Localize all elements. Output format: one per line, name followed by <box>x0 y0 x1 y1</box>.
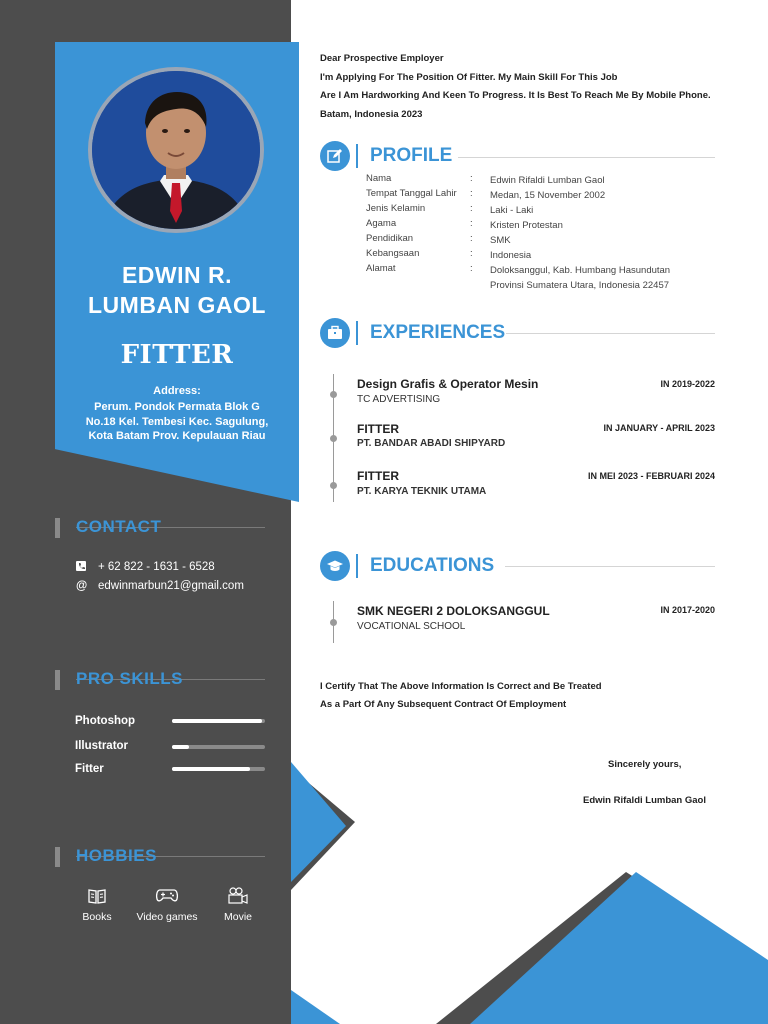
job-role: FITTER <box>120 340 234 370</box>
education-title: SMK NEGERI 2 DOLOKSANGGUL <box>357 604 550 618</box>
experience-date: IN MEI 2023 - FEBRUARI 2024 <box>587 471 715 481</box>
address-text: Perum. Pondok Permata Blok G No.18 Kel. Tembesi Kec. Sagulung, Kota Batam Prov. Kepulauan Riau <box>85 401 269 442</box>
experience-company: PT. KARYA TEKNIK UTAMA <box>357 486 487 497</box>
skill-name: Fitter <box>75 763 104 775</box>
address-label: Address: <box>153 385 201 397</box>
signer-name: Edwin Rifaldi Lumban Gaol <box>583 795 706 806</box>
candidate-name: EDWIN R. LUMBAN GAOL <box>88 262 266 318</box>
experiences-heading: EXPERIENCES <box>370 322 506 343</box>
section-divider <box>356 554 358 578</box>
educations-heading: EDUCATIONS <box>370 555 495 576</box>
experience-company: TC ADVERTISING <box>357 394 441 405</box>
section-divider <box>356 321 358 345</box>
experience-title: FITTER <box>357 422 399 436</box>
experience-company: PT. BANDAR ABADI SHIPYARD <box>357 438 506 449</box>
timeline-dot <box>330 482 337 489</box>
hobby-movie: Movie <box>198 887 278 923</box>
experience-title: Design Grafis & Operator Mesin <box>357 377 539 391</box>
educations-section-icon <box>320 551 350 581</box>
edit-icon <box>327 148 343 164</box>
hobby-video-games: Video games <box>127 887 207 923</box>
section-line <box>458 157 715 158</box>
section-line <box>506 333 715 334</box>
profile-heading: PROFILE <box>370 145 453 166</box>
experience-title: FITTER <box>357 469 399 483</box>
experiences-section-icon <box>320 318 350 348</box>
hobby-books: Books <box>57 887 137 923</box>
email-address[interactable]: edwinmarbun21@gmail.com <box>98 580 244 592</box>
skill-name: Illustrator <box>75 740 129 752</box>
briefcase-icon <box>327 325 343 341</box>
phone-number[interactable]: + 62 822 - 1631 - 6528 <box>98 561 215 573</box>
timeline-dot <box>330 391 337 398</box>
section-line <box>505 566 715 567</box>
experience-date: IN JANUARY - APRIL 2023 <box>603 423 715 433</box>
education-date: IN 2017-2020 <box>660 605 715 615</box>
at-icon: @ <box>76 580 88 592</box>
closing-salutation: Sincerely yours, <box>608 759 682 770</box>
graduation-cap-icon <box>327 558 343 574</box>
timeline-dot <box>330 619 337 626</box>
skill-name: Photoshop <box>75 715 136 727</box>
cover-letter: Dear Prospective Employer I'm Applying For The Position Of Fitter. My Main Skill For This Job Are I Am Hardworking And Keen To Progress. It Is Best To Reach Me By Mobile Phone. Batam, Indonesia 2023 <box>320 53 711 120</box>
section-divider <box>356 144 358 168</box>
experience-date: IN 2019-2022 <box>660 379 715 389</box>
timeline-dot <box>330 435 337 442</box>
education-sub: VOCATIONAL SCHOOL <box>357 621 466 632</box>
certification-statement: I Certify That The Above Information Is Correct and Be Treated As a Part Of Any Subsequent Contract Of Employment <box>320 681 602 710</box>
profile-section-icon <box>320 141 350 171</box>
